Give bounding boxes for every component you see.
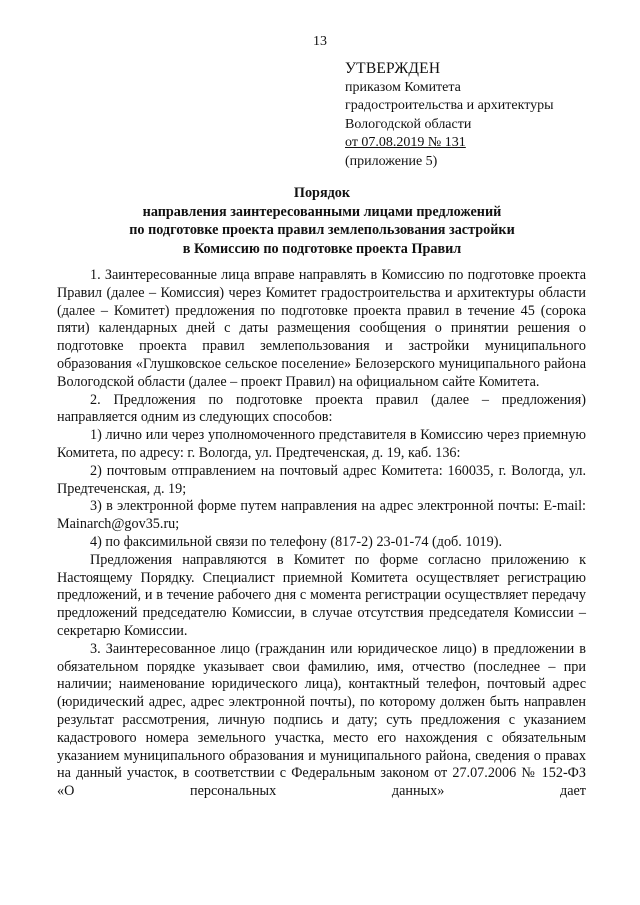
paragraph-method-2: 2) почтовым отправлением на почтовый адрес Комитета: 160035, г. Вологда, ул. Предтеченская, д. 19; [57, 462, 586, 497]
document-title-line-4: в Комиссию по подготовке проекта Правил [182, 241, 462, 258]
paragraph-3: 3. Заинтересованное лицо (гражданин или юридическое лицо) в предложении в обязательном порядке указывает свои фамилию, имя, отчество (последнее – при наличии; наименование юридического лица), контактный телефон, почтовый адрес (юридический адрес, адрес электронной почты), по которому должен быть направлен результат рассмотрения, личную подпись и дату; суть предложения с указанием кадастрового номера земельного участка, место его нахождения с обязательным указанием муниципального образования и муниципального района, сведения о правах на данный участок, в соответствии с Федеральным законом от 27.07.2006 № 152-ФЗ «О персональных данных» дает [57, 640, 586, 800]
document-body [57, 267, 586, 801]
approval-title: УТВЕРЖДЕН [345, 60, 441, 77]
document-title-line-3: по подготовке проекта правил землепользования застройки [129, 222, 515, 239]
paragraph-method-1: 1) лично или через уполномоченного представителя в Комиссию через приемную Комитета, по адресу: г. Вологда, ул. Предтеченская, д. 19, каб. 136: [57, 427, 586, 461]
approval-line-1: приказом Комитета [345, 79, 461, 95]
page-number: 13 [313, 34, 327, 49]
approval-stamp [345, 60, 554, 172]
paragraph-form-note: Предложения направляются в Комитет по форме согласно приложению к Настоящему Порядку. Специалист приемной Комитета осуществляет регистрацию предложений, и в течение рабочего дня с момента регистрации осуществляет передачу предложений председателю Комиссии, в случае отсутствия председателя Комиссии – секретарю Комиссии. [57, 551, 586, 639]
paragraph-method-4: 4) по факсимильной связи по телефону (817-2) 23-01-74 (доб. 1019). [90, 533, 502, 550]
document-title-line-2: направления заинтересованными лицами предложений [142, 203, 502, 220]
approval-line-3: Вологодской области [345, 116, 472, 132]
document-title [60, 184, 584, 259]
paragraph-2: 2. Предложения по подготовке проекта правил (далее – предложения) направляется одним из следующих способов: [57, 391, 586, 426]
paragraph-1: 1. Заинтересованные лица вправе направлять в Комиссию по подготовке проекта Правил (далее – Комиссия) через Комитет градостроительства и архитектуры области (далее – Комитет) предложения по подготовке проекта правил в течение 45 (сорока пяти) календарных дней с даты размещения сообщения о принятии решения о подготовке проекта правил землепользования и застройки муниципального образования «Глушковское сельское поселение» Белозерского муниципального района Вологодской области (далее – проект Правил) на официальном сайте Комитета. [57, 267, 586, 390]
paragraph-method-3: 3) в электронной форме путем направления на адрес электронной почты: E-mail: Mainarch@gov35.ru; [57, 498, 586, 533]
document-title-line-1: Порядок [293, 185, 351, 201]
approval-appendix: (приложение 5) [345, 153, 438, 169]
approval-line-2: градостроительства и архитектуры [345, 98, 554, 114]
approval-order-ref: от 07.08.2019 № 131 [345, 135, 466, 151]
